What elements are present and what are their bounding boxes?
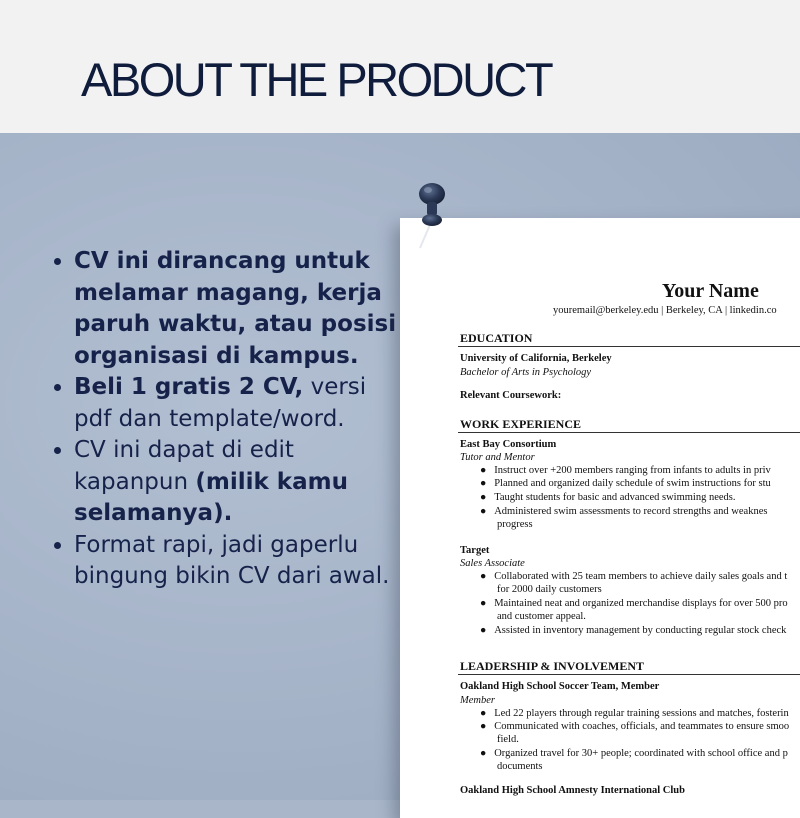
section-divider bbox=[458, 674, 800, 675]
section-divider bbox=[458, 346, 800, 347]
bullet-bold-text: Beli 1 gratis 2 CV, bbox=[74, 374, 304, 400]
resume-line: Member bbox=[460, 695, 495, 706]
resume-preview bbox=[400, 218, 800, 818]
list-item bbox=[74, 435, 404, 530]
resume-line: Tutor and Mentor bbox=[460, 452, 535, 463]
resume-bullet-text: Led 22 players through regular training sessions and matches, fosterin bbox=[494, 708, 789, 719]
list-item bbox=[74, 372, 404, 435]
resume-bullet-text: Maintained neat and organized merchandise displays for over 500 pro bbox=[494, 598, 788, 609]
resume-bullet-text: Organized travel for 30+ people; coordinated with school office and p bbox=[494, 748, 788, 759]
list-item bbox=[74, 246, 404, 372]
resume-bullet: ● Assisted in inventory management by conducting regular stock check bbox=[480, 625, 787, 636]
resume-bullet: ● Maintained neat and organized merchandise displays for over 500 pro bbox=[480, 598, 788, 609]
resume-bullet: ● Administered swim assessments to record strengths and weaknes bbox=[480, 506, 768, 517]
resume-bullet-text: Collaborated with 25 team members to achieve daily sales goals and t bbox=[494, 571, 788, 582]
resume-line: for 2000 daily customers bbox=[497, 584, 602, 595]
resume-bullet: ● Planned and organized daily schedule of swim instructions for stu bbox=[480, 478, 771, 489]
resume-bullet: ● Organized travel for 30+ people; coordinated with school office and p bbox=[480, 748, 788, 759]
resume-bullet-text: Administered swim assessments to record strengths and weaknes bbox=[494, 506, 768, 517]
resume-bullet-text: Communicated with coaches, officials, and teammates to ensure smoo bbox=[494, 721, 790, 732]
resume-line: Oakland High School Amnesty International Club bbox=[460, 785, 685, 796]
resume-line: Bachelor of Arts in Psychology bbox=[460, 367, 592, 378]
bullet-bold-text: CV ini dirancang untuk melamar magang, kerja paruh waktu, atau posisi organisasi di kampus. bbox=[74, 248, 397, 369]
resume-line: documents bbox=[497, 761, 543, 772]
resume-bullet: ● Led 22 players through regular training sessions and matches, fosterin bbox=[480, 708, 789, 719]
resume-line: Target bbox=[460, 545, 490, 556]
resume-bullet-text: Instruct over +200 members ranging from infants to adults in priv bbox=[494, 465, 771, 476]
resume-line: East Bay Consortium bbox=[460, 439, 557, 450]
section-divider bbox=[458, 432, 800, 433]
resume-name: Your Name bbox=[662, 280, 759, 302]
resume-line: University of California, Berkeley bbox=[460, 353, 612, 364]
resume-line: and customer appeal. bbox=[497, 611, 586, 622]
resume-bullet-text: Planned and organized daily schedule of swim instructions for stu bbox=[494, 478, 771, 489]
feature-list bbox=[48, 246, 404, 593]
resume-line: Oakland High School Soccer Team, Member bbox=[460, 681, 660, 692]
resume-bullet: ● Communicated with coaches, officials, and teammates to ensure smoo bbox=[480, 721, 790, 732]
header-bar bbox=[0, 0, 800, 133]
bullet-text: CV ini dapat di edit kapanpun bbox=[74, 437, 294, 495]
resume-line: progress bbox=[497, 519, 533, 530]
resume-bullet: ● Taught students for basic and advanced swimming needs. bbox=[480, 492, 736, 503]
list-item bbox=[74, 530, 404, 593]
resume-section-heading: LEADERSHIP & INVOLVEMENT bbox=[460, 659, 645, 673]
resume-line: Relevant Coursework: bbox=[460, 390, 562, 401]
resume-bullet-text: Taught students for basic and advanced swimming needs. bbox=[494, 492, 736, 503]
bullet-bold-text: (milik kamu selamanya). bbox=[74, 468, 348, 526]
bullet-text: Format rapi, jadi gaperlu bingung bikin CV dari awal. bbox=[74, 531, 390, 589]
push-pin-icon bbox=[412, 180, 452, 250]
resume-line: Sales Associate bbox=[460, 558, 525, 569]
bullet-text: versi pdf dan template/word. bbox=[74, 374, 367, 432]
resume-contact: youremail@berkeley.edu | Berkeley, CA | linkedin.co bbox=[553, 305, 777, 316]
resume-bullet: ● Collaborated with 25 team members to achieve daily sales goals and t bbox=[480, 571, 788, 582]
resume-section-heading: EDUCATION bbox=[460, 331, 533, 345]
resume-bullet-text: Assisted in inventory management by conducting regular stock check bbox=[494, 625, 787, 636]
page-title: ABOUT THE PRODUCT bbox=[81, 53, 552, 106]
resume-section-heading: WORK EXPERIENCE bbox=[460, 417, 582, 431]
resume-bullet: ● Instruct over +200 members ranging from infants to adults in priv bbox=[480, 465, 771, 476]
resume-line: field. bbox=[497, 734, 519, 745]
